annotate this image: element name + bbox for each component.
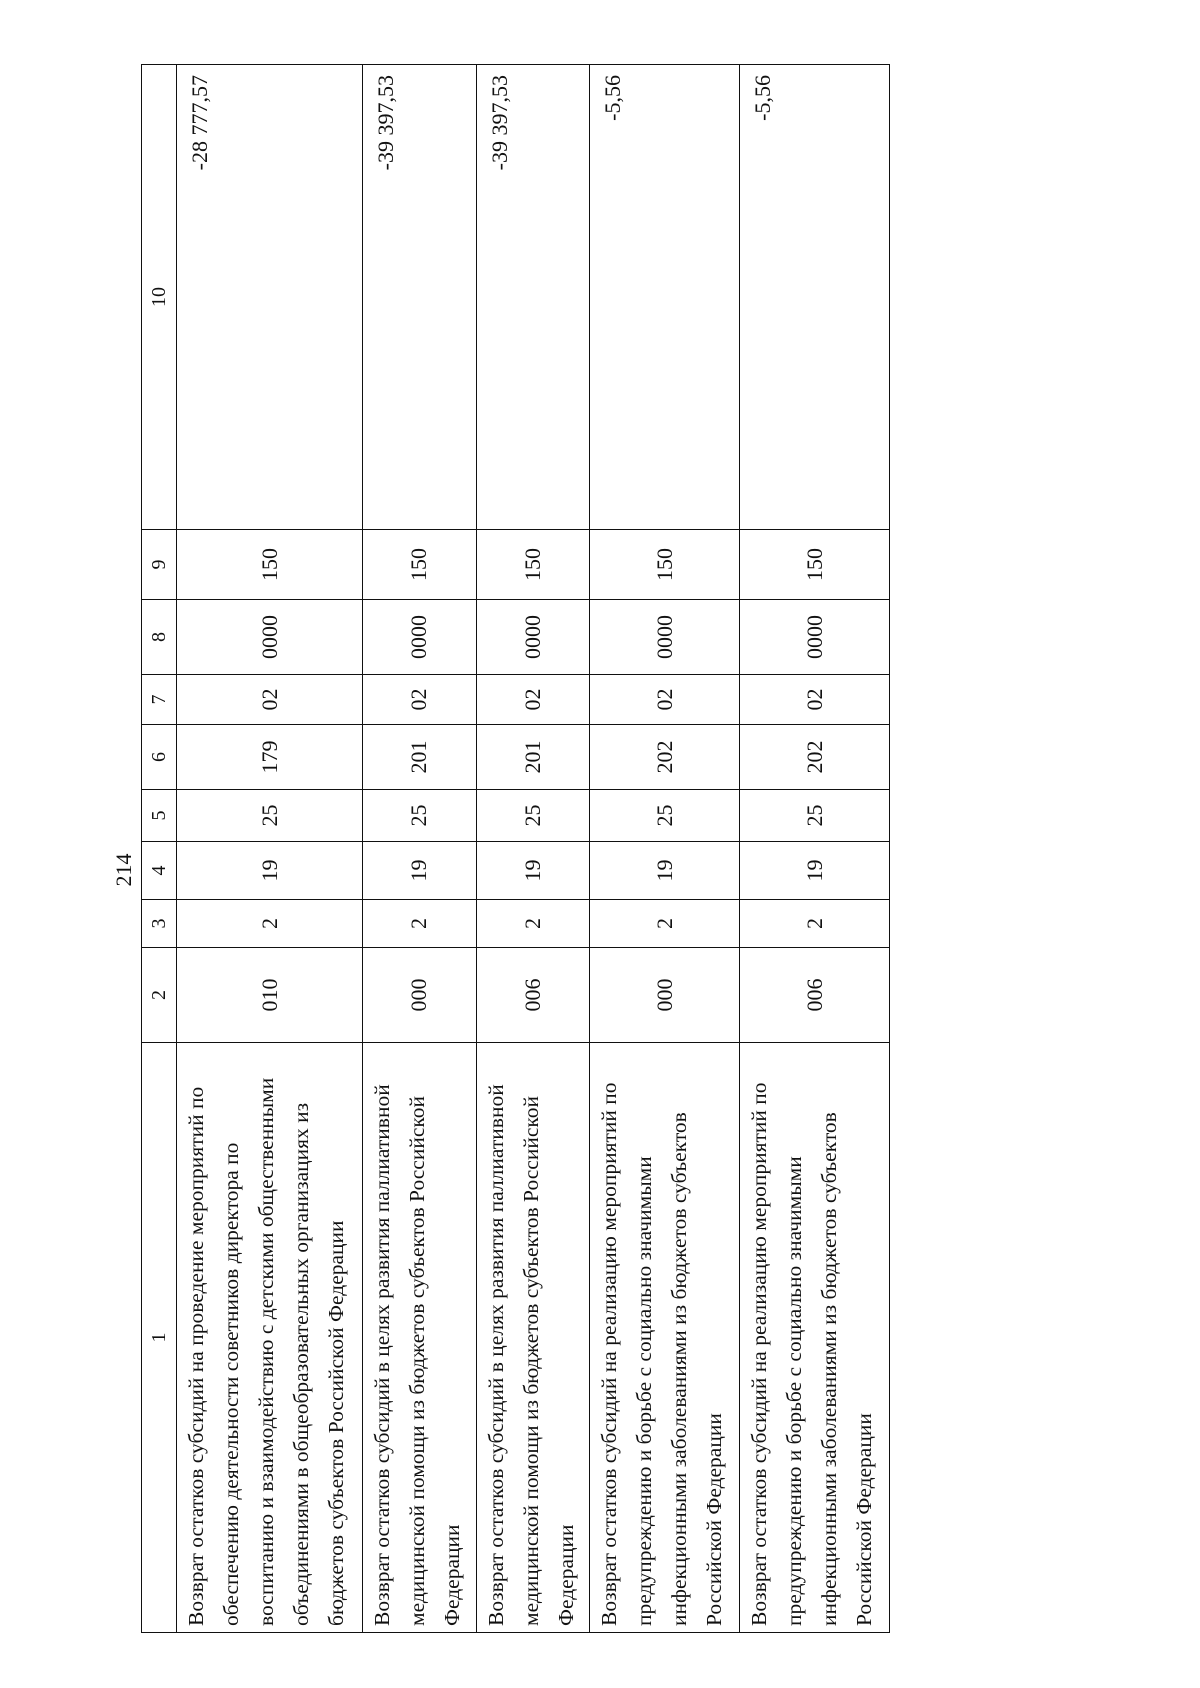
code-cell: 2 xyxy=(363,900,477,948)
amount-cell: -28 777,57 xyxy=(177,65,363,530)
header-cell: 4 xyxy=(142,842,177,900)
code-cell: 2 xyxy=(740,900,890,948)
header-cell: 5 xyxy=(142,790,177,842)
code-cell: 000 xyxy=(590,948,740,1043)
amount-cell: -39 397,53 xyxy=(363,65,477,530)
code-cell: 02 xyxy=(476,675,590,725)
code-cell: 02 xyxy=(590,675,740,725)
code-cell: 0000 xyxy=(740,600,890,675)
code-cell: 02 xyxy=(177,675,363,725)
code-cell: 201 xyxy=(476,725,590,790)
budget-table xyxy=(141,64,890,1633)
code-cell: 150 xyxy=(740,530,890,600)
code-cell: 150 xyxy=(177,530,363,600)
code-cell: 150 xyxy=(363,530,477,600)
code-cell: 006 xyxy=(476,948,590,1043)
code-cell: 2 xyxy=(590,900,740,948)
header-cell: 8 xyxy=(142,600,177,675)
table-header-row xyxy=(142,65,177,1633)
code-cell: 19 xyxy=(177,842,363,900)
code-cell: 010 xyxy=(177,948,363,1043)
code-cell: 25 xyxy=(476,790,590,842)
code-cell: 150 xyxy=(590,530,740,600)
row-description: Возврат остатков субсидий на реализацию мероприятий по предупреждению и борьбе с социально значимыми инфекционными заболеваниями из бюджетов субъектов Российской Федерации xyxy=(590,1043,740,1633)
row-description: Возврат остатков субсидий в целях развития паллиативной медицинской помощи из бюджетов субъектов Российской Федерации xyxy=(476,1043,590,1633)
code-cell: 006 xyxy=(740,948,890,1043)
header-cell: 10 xyxy=(142,65,177,530)
code-cell: 179 xyxy=(177,725,363,790)
code-cell: 02 xyxy=(363,675,477,725)
code-cell: 19 xyxy=(740,842,890,900)
code-cell: 202 xyxy=(740,725,890,790)
rotated-table-container xyxy=(141,65,890,1633)
code-cell: 201 xyxy=(363,725,477,790)
code-cell: 0000 xyxy=(177,600,363,675)
code-cell: 02 xyxy=(740,675,890,725)
code-cell: 25 xyxy=(363,790,477,842)
table-row xyxy=(363,65,477,1633)
header-cell: 1 xyxy=(142,1043,177,1633)
table-row xyxy=(590,65,740,1633)
amount-cell: -5,56 xyxy=(740,65,890,530)
code-cell: 0000 xyxy=(363,600,477,675)
code-cell: 25 xyxy=(177,790,363,842)
header-cell: 6 xyxy=(142,725,177,790)
table-row xyxy=(177,65,363,1633)
row-description: Возврат остатков субсидий в целях развития паллиативной медицинской помощи из бюджетов субъектов Российской Федерации xyxy=(363,1043,477,1633)
page-number: 214 xyxy=(111,853,136,887)
code-cell: 150 xyxy=(476,530,590,600)
code-cell: 202 xyxy=(590,725,740,790)
amount-cell: -39 397,53 xyxy=(476,65,590,530)
row-description: Возврат остатков субсидий на проведение мероприятий по обеспечению деятельности советников директора по воспитанию и взаимодействию с детскими общественными объединениями в общеобразовательных организациях из бюджетов субъектов Российской Федерации xyxy=(177,1043,363,1633)
table-row xyxy=(740,65,890,1633)
code-cell: 19 xyxy=(590,842,740,900)
code-cell: 19 xyxy=(476,842,590,900)
code-cell: 19 xyxy=(363,842,477,900)
code-cell: 2 xyxy=(476,900,590,948)
code-cell: 000 xyxy=(363,948,477,1043)
code-cell: 2 xyxy=(177,900,363,948)
header-cell: 3 xyxy=(142,900,177,948)
row-description: Возврат остатков субсидий на реализацию мероприятий по предупреждению и борьбе с социально значимыми инфекционными заболеваниями из бюджетов субъектов Российской Федерации xyxy=(740,1043,890,1633)
amount-cell: -5,56 xyxy=(590,65,740,530)
header-cell: 7 xyxy=(142,675,177,725)
header-cell: 9 xyxy=(142,530,177,600)
header-cell: 2 xyxy=(142,948,177,1043)
code-cell: 0000 xyxy=(590,600,740,675)
code-cell: 25 xyxy=(590,790,740,842)
code-cell: 0000 xyxy=(476,600,590,675)
table-row xyxy=(476,65,590,1633)
code-cell: 25 xyxy=(740,790,890,842)
